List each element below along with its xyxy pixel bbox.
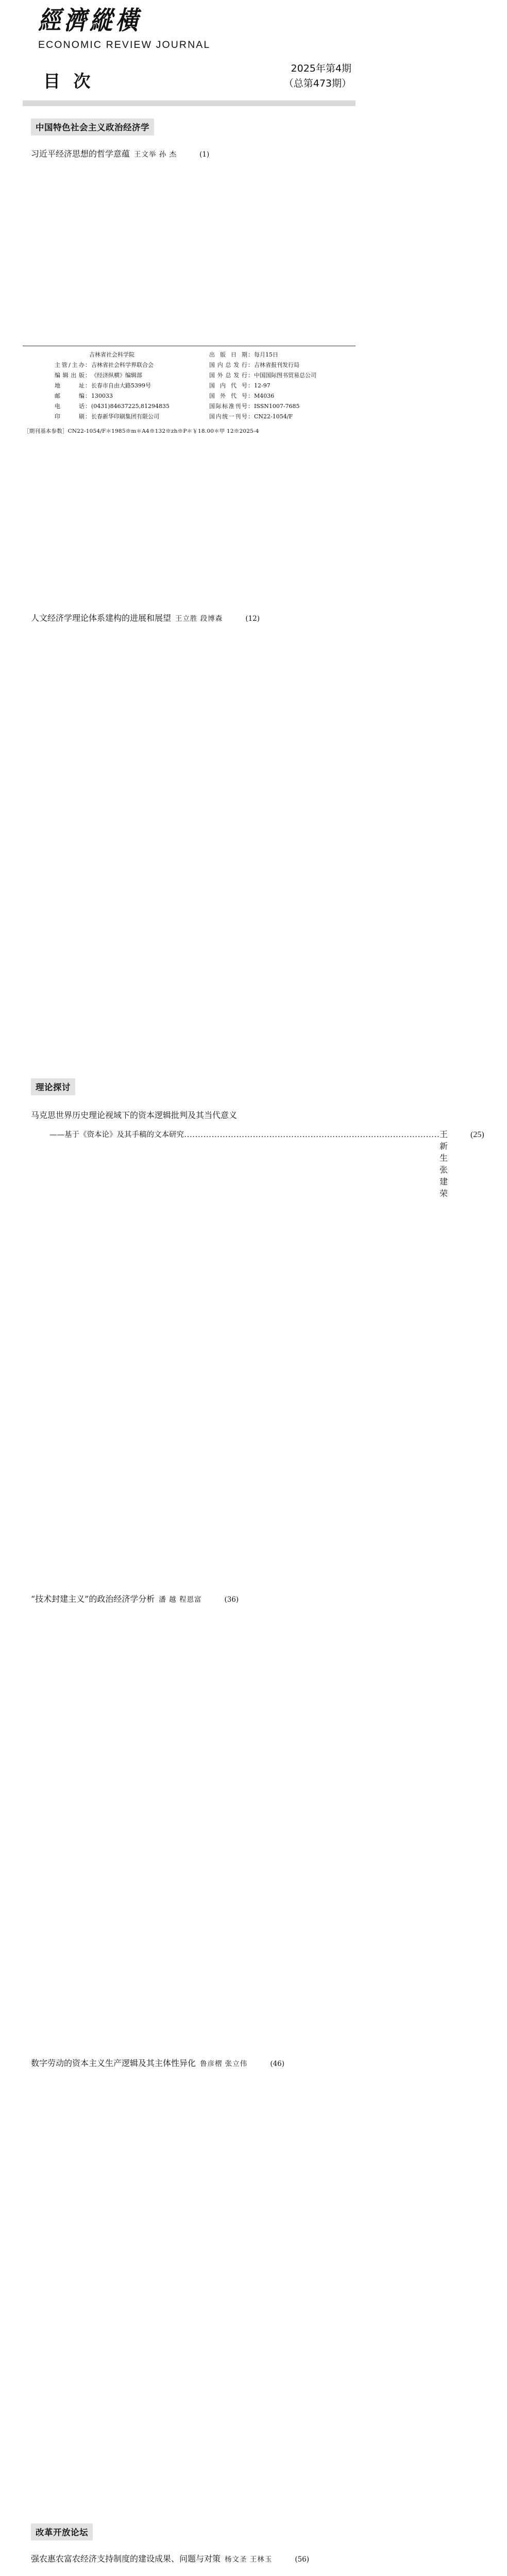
imprint-key: 印 刷 (55, 413, 84, 420)
entry-authors: 王新生 张建荣 (440, 1130, 448, 1199)
imprint-value: 吉林省社会科学界联合会 (91, 361, 154, 368)
toc-entry[interactable] (31, 1593, 352, 2047)
imprint-key: 国际标准刊号 (209, 402, 247, 410)
imprint-key: 国内代号 (209, 382, 247, 389)
entry-authors: 鲁彦槢 张立伟 (200, 2060, 248, 2069)
entry-title: “技术封建主义”的政治经济学分析 (31, 1594, 155, 1604)
entry-authors: 潘 越 程恩富 (159, 1596, 202, 1604)
entry-title: 数字劳动的资本主义生产逻辑及其主体性异化 (31, 2058, 196, 2069)
imprint-row: 编辑出版 ： 《经济纵横》编辑部 (55, 370, 201, 381)
imprint-key: 国外总发行 (209, 371, 247, 379)
imprint-row: 国内总发行 ： 吉林省报刊发行局 (209, 360, 356, 370)
entry-authors: 杨文圣 王林玉 (225, 2555, 273, 2564)
entry-page: (12) (245, 615, 260, 623)
entry-page: (1) (199, 150, 210, 159)
imprint-block (23, 346, 356, 435)
issue-total-number: （总第473期） (283, 77, 351, 89)
imprint-row: 国内统一刊号 ： CN22-1054/F (209, 412, 356, 422)
issue-block (284, 61, 356, 93)
imprint-key: 出版日期 (209, 351, 247, 358)
imprint-row: 国外代号 ： M4036 (209, 391, 356, 401)
imprint-key: 国内统一刊号 (209, 413, 247, 420)
imprint-value: 吉林省社会科学院 (89, 351, 134, 358)
entry-title: 人文经济学理论体系建构的进展和展望 (31, 613, 172, 623)
entry-authors: 王文举 孙 杰 (134, 150, 177, 159)
imprint-value: 《经济纵横》编辑部 (91, 371, 142, 379)
imprint-left-column (23, 350, 201, 422)
imprint-row: 国外总发行 ： 中国国际图书贸易总公司 (209, 370, 356, 381)
toc-entry[interactable] (31, 2057, 352, 2511)
masthead (23, 0, 356, 51)
section-heading-2: 改革开放论坛 (31, 2523, 93, 2540)
entry-subtitle: ——基于《资本论》及其手稿的文本研究 (49, 1131, 184, 1140)
imprint-row: 国际标准刊号 ： ISSN1007-7685 (209, 401, 356, 412)
imprint-value: 长春新华印刷集团有限公司 (91, 413, 159, 420)
imprint-value: 长春市自由大路5399号 (91, 382, 151, 389)
entry-title: 习近平经济思想的哲学意蕴 (31, 149, 130, 159)
header-divider (23, 100, 356, 106)
toc-body (23, 106, 484, 2576)
entry-authors: 王立胜 段博森 (175, 615, 223, 623)
entry-page: (56) (295, 2555, 310, 2564)
imprint-value: (0431)84637225,81294835 (91, 402, 170, 410)
journal-name-en: ECONOMIC REVIEW JOURNAL (38, 39, 211, 50)
imprint-row: 邮 编 ： 130033 (55, 391, 201, 401)
imprint-value: 吉林省报刊发行局 (254, 361, 299, 368)
journal-parameters-line: ［期刊基本参数］CN22-1054/F＊1985※m＊A4※132※zh※P＊￥18.00＊甲 12※2025-4 (24, 428, 259, 434)
imprint-key: 国内总发行 (209, 361, 247, 368)
imprint-key: 电 话 (55, 402, 84, 410)
imprint-value: 130033 (91, 392, 113, 399)
toc-entry[interactable] (31, 2553, 352, 2576)
imprint-row: 国内代号 ： 12-97 (209, 381, 356, 391)
imprint-value: 每月15日 (254, 351, 278, 358)
imprint-value: 中国国际图书贸易总公司 (254, 371, 316, 379)
entry-title: 马克思世界历史理论视域下的资本逻辑批判及其当代意义 (31, 1110, 238, 1121)
entry-page: (46) (270, 2060, 285, 2069)
imprint-row: 电 话 ： (0431)84637225,81294835 (55, 401, 201, 412)
title-row (23, 61, 356, 93)
imprint-row: 印 刷 ： 长春新华印刷集团有限公司 (55, 412, 201, 422)
entry-title: 强农惠农富农经济支持制度的建设成果、问题与对策 (31, 2554, 221, 2564)
issue-year-number: 2025年第4期 (291, 62, 351, 74)
toc-entry[interactable] (31, 612, 352, 1066)
page-title: 目 次 (43, 71, 94, 92)
imprint-row: 地 址 ： 长春市自由大路5399号 (55, 381, 201, 391)
section-heading-0: 中国特色社会主义政治经济学 (31, 118, 154, 135)
imprint-right-column (201, 350, 356, 422)
imprint-key: 国外代号 (209, 392, 247, 399)
journal-name-cn: 經濟縱橫 (38, 6, 141, 36)
imprint-key: 主管/主办 (55, 361, 84, 368)
imprint-value: M4036 (254, 392, 275, 399)
imprint-value: ISSN1007-7685 (254, 402, 300, 410)
entry-page: (36) (224, 1596, 239, 1604)
imprint-row: 出版日期 ： 每月15日 (209, 350, 356, 360)
imprint-row: 主管/主办 ： 吉林省社会科学界联合会 (55, 360, 201, 370)
imprint-key: 邮 编 (55, 392, 84, 399)
imprint-key: 地 址 (55, 382, 84, 389)
entry-page: (25) (470, 1130, 484, 1140)
section-heading-1: 理论探讨 (31, 1078, 75, 1095)
imprint-key: 编辑出版 (55, 371, 84, 379)
imprint-value: 12-97 (254, 382, 271, 389)
toc-entry[interactable] (31, 1109, 484, 1583)
imprint-row (55, 350, 201, 360)
imprint-value: CN22-1054/F (254, 413, 293, 420)
leader-dots: ………………………………………………………………………………… (184, 1130, 440, 1140)
